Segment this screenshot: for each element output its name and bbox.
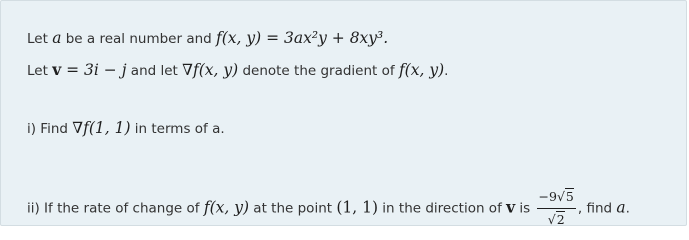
vector-text-3: denote the gradient of [238, 63, 399, 79]
intro-line [27, 28, 388, 49]
part-ii-text-2: at the point [249, 200, 337, 217]
part-i-text-1: i) Find [27, 121, 73, 137]
intro-text-2: be a real number and [61, 31, 217, 47]
vector-line [27, 60, 448, 81]
numerator-coefficient: −9 [538, 189, 557, 204]
vector-end: . [444, 63, 449, 79]
vector-definition: = 3i − j [61, 61, 127, 79]
vector-v: v [52, 60, 62, 79]
function-expression: f(x, y) [398, 61, 445, 79]
numerator-radicand: 5 [565, 189, 574, 204]
fraction-denominator: √2 [547, 212, 565, 227]
variable-a: a [616, 198, 626, 217]
function-expression: f(x, y) [203, 198, 250, 217]
part-ii-text-1: ii) If the rate of change of [27, 200, 204, 217]
part-ii-end: . [625, 200, 630, 217]
part-i [27, 118, 225, 139]
part-ii [27, 187, 630, 230]
point: (1, 1) [336, 198, 379, 217]
part-ii-text-4: is [515, 200, 535, 217]
gradient-at-point: ∇f(1, 1) [72, 119, 131, 137]
function-definition: f(x, y) = 3ax²y + 8xy³. [216, 29, 389, 47]
part-i-text-2: in terms of a. [130, 121, 225, 137]
intro-text-1: Let [27, 31, 53, 47]
vector-v: v [506, 197, 516, 217]
vector-text-1: Let [27, 63, 53, 79]
fraction-numerator: −9√5 [537, 187, 576, 209]
rate-fraction [537, 187, 576, 230]
part-ii-text-3: in the direction of [378, 200, 507, 217]
gradient-expression: ∇f(x, y) [182, 61, 239, 79]
variable-a: a [52, 29, 62, 47]
part-ii-text-5: , find [577, 200, 617, 217]
denominator-radicand: 2 [556, 212, 565, 227]
vector-text-2: and let [126, 63, 183, 79]
